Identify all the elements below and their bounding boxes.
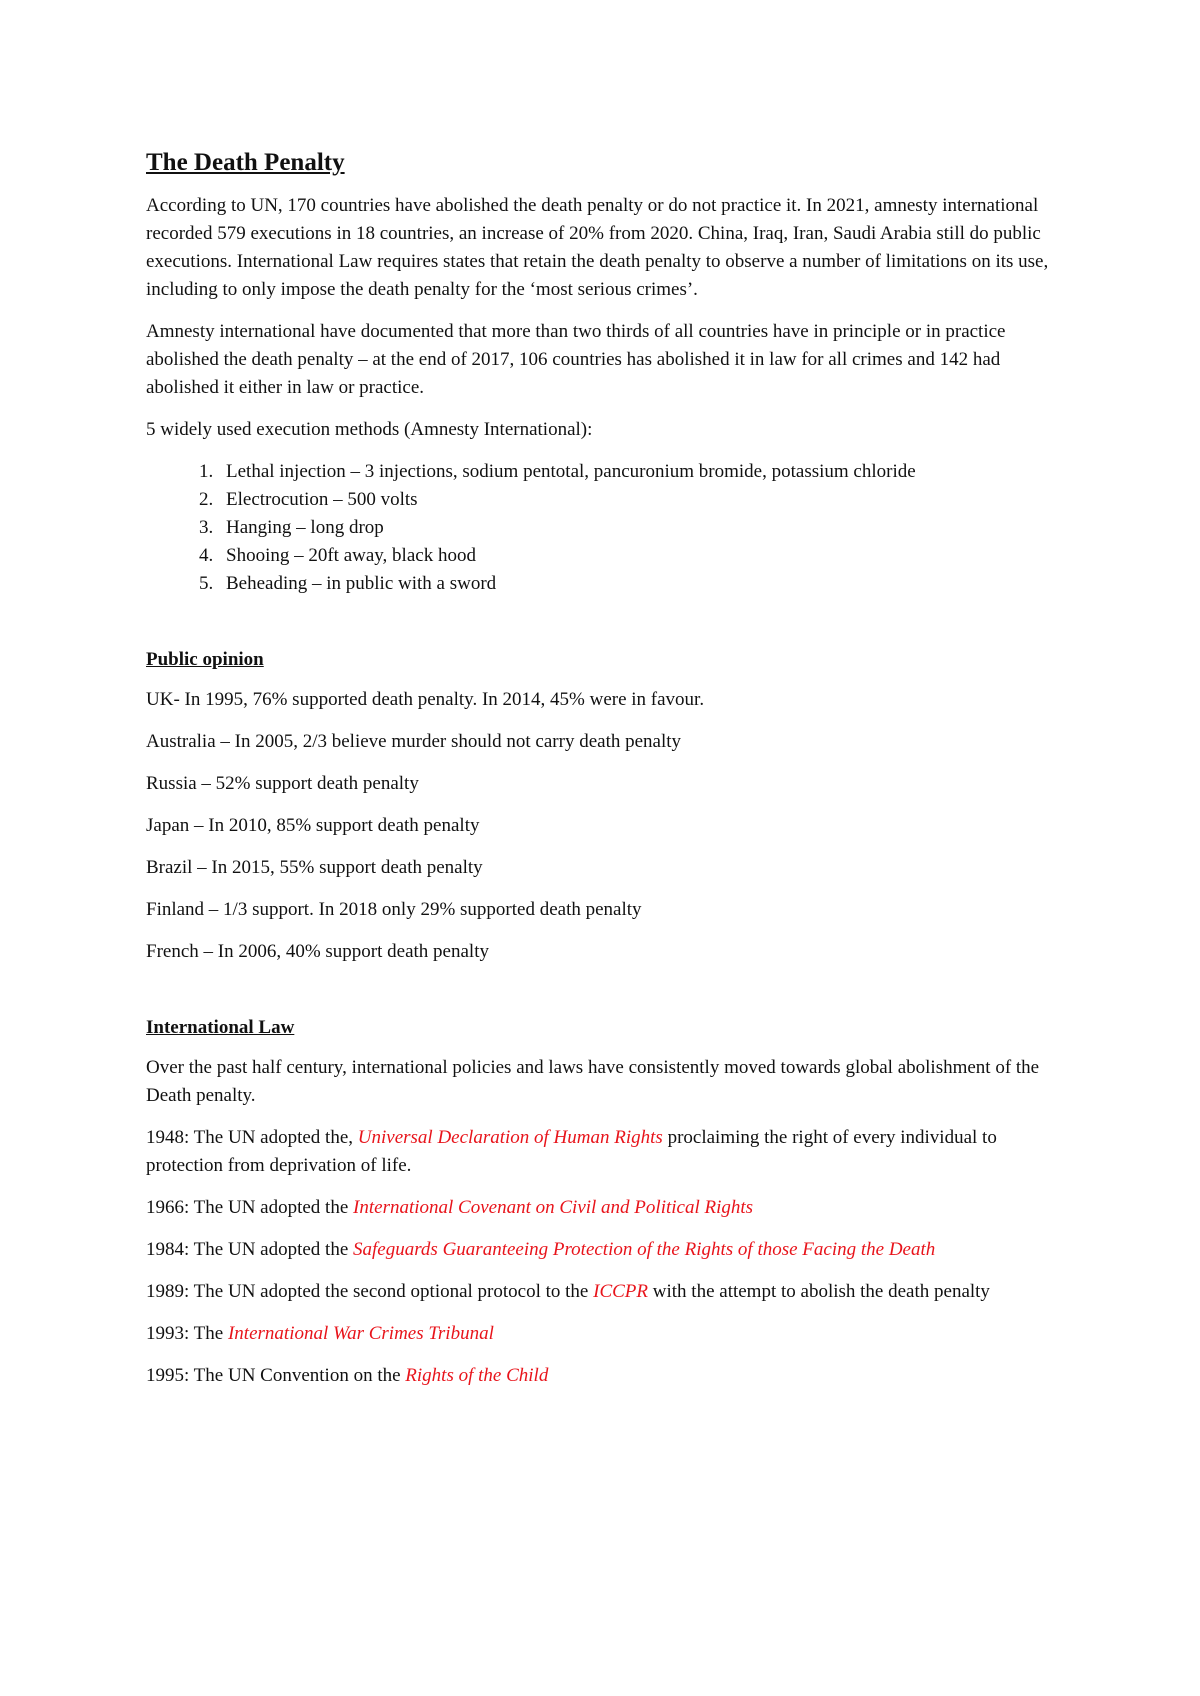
law-entry xyxy=(146,1124,1068,1180)
law-entry xyxy=(146,1362,1068,1390)
spacer xyxy=(146,980,1068,1014)
list-item: 4. Shooing – 20ft away, black hood xyxy=(218,542,1068,570)
law-entry xyxy=(146,1236,1068,1264)
law-entry-text: 1995: The UN Convention on the xyxy=(146,1365,406,1386)
law-reference-link[interactable]: International War Crimes Tribunal xyxy=(227,1323,494,1344)
list-item: 3. Hanging – long drop xyxy=(218,514,1068,542)
opinion-item: French – In 2006, 40% support death penalty xyxy=(146,941,489,962)
law-reference-link[interactable]: Rights of the Child xyxy=(405,1365,549,1386)
list-item: 2. Electrocution – 500 volts xyxy=(218,486,1068,514)
opinion-item: UK- In 1995, 76% supported death penalty. In 2014, 45% were in favour. xyxy=(146,689,705,710)
execution-methods-list xyxy=(146,458,1068,598)
law-entry xyxy=(146,1278,1068,1306)
public-opinion-heading: Public opinion xyxy=(146,649,264,670)
law-entry-text: 1948: The UN adopted the, xyxy=(146,1127,358,1148)
opinion-item: Finland – 1/3 support. In 2018 only 29% supported death penalty xyxy=(146,899,642,920)
law-reference-link[interactable]: ICCPR xyxy=(593,1281,649,1302)
document-body xyxy=(146,146,1068,1404)
law-entry xyxy=(146,1320,1068,1348)
document-title: The Death Penalty xyxy=(146,149,345,176)
law-reference-link[interactable]: Safeguards Guaranteeing Protection of the Rights of those Facing the Death xyxy=(353,1239,936,1260)
list-item: 1. Lethal injection – 3 injections, sodium pentotal, pancuronium bromide, potassium chloride xyxy=(218,458,1068,486)
intro-paragraph: Amnesty international have documented that more than two thirds of all countries have in principle or in practice abolished the death penalty – at the end of 2017, 106 countries has abolished it in law for all crimes and 142 had abolished it either in law or practice. xyxy=(146,321,1006,398)
law-entry-text: 1966: The UN adopted the xyxy=(146,1197,354,1218)
law-entry-text: 1993: The xyxy=(146,1323,228,1344)
opinion-item: Japan – In 2010, 85% support death penalty xyxy=(146,815,480,836)
opinion-item: Brazil – In 2015, 55% support death penalty xyxy=(146,857,483,878)
opinion-item: Russia – 52% support death penalty xyxy=(146,773,419,794)
law-reference-link[interactable]: Universal Declaration of Human Rights xyxy=(357,1127,663,1148)
law-entry-text: 1989: The UN adopted the second optional protocol to the xyxy=(146,1281,594,1302)
list-item: 5. Beheading – in public with a sword xyxy=(218,570,1068,598)
international-law-heading: International Law xyxy=(146,1017,295,1038)
methods-intro: 5 widely used execution methods (Amnesty International): xyxy=(146,419,593,440)
opinion-item: Australia – In 2005, 2/3 believe murder should not carry death penalty xyxy=(146,731,682,752)
law-entry xyxy=(146,1194,1068,1222)
spacer xyxy=(146,612,1068,646)
law-entry-text: proclaiming the right of every individual to protection from deprivation of life. xyxy=(146,1127,997,1176)
law-entry-text: with the attempt to abolish the death penalty xyxy=(648,1281,990,1302)
law-entry-text: 1984: The UN adopted the xyxy=(146,1239,354,1260)
international-law-intro: Over the past half century, international policies and laws have consistently moved towards global abolishment of the Death penalty. xyxy=(146,1057,1040,1106)
intro-paragraph: According to UN, 170 countries have abolished the death penalty or do not practice it. In 2021, amnesty international recorded 579 executions in 18 countries, an increase of 20% from 2020. China, Iraq, Iran, Saudi Arabia still do public executions. International Law requires states that retain the death penalty to observe a number of limitations on its use, including to only impose the death penalty for the ‘most serious crimes’. xyxy=(146,195,1049,300)
law-reference-link[interactable]: International Covenant on Civil and Political Rights xyxy=(353,1197,754,1218)
